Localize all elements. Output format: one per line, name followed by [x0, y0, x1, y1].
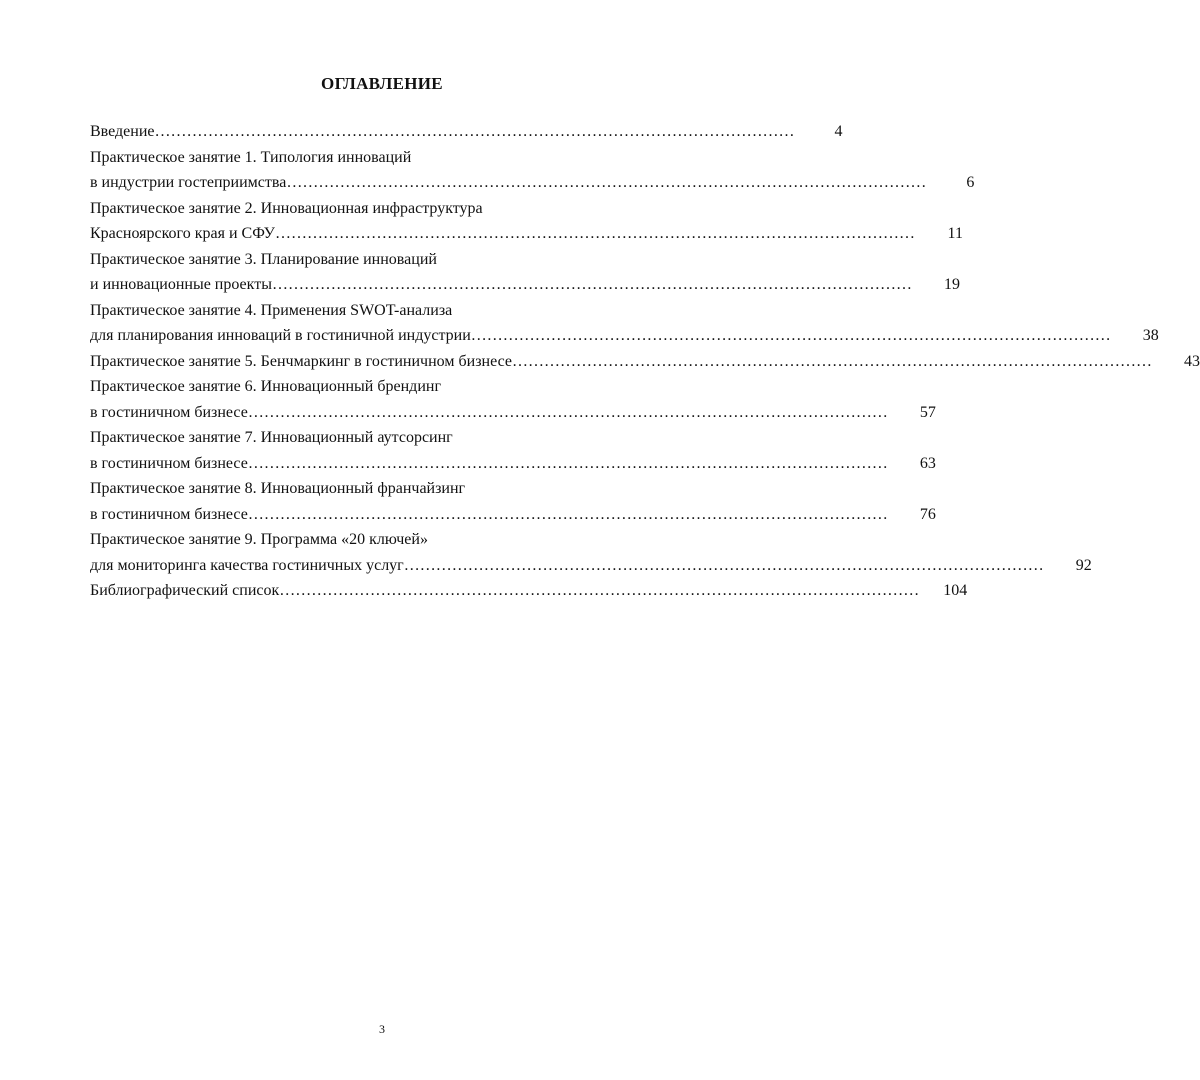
toc-entry-introduction[interactable] — [90, 119, 843, 145]
toc-entry-text: в гостиничном бизнесе — [90, 505, 248, 523]
toc-entry-text: Практическое занятие 4. Применения SWOT-анализа — [90, 301, 453, 319]
toc-entry-practice-6[interactable] — [90, 374, 674, 400]
toc-entry-practice-9-cont[interactable] — [90, 553, 1092, 579]
toc-entry-text: в индустрии гостеприимства — [90, 174, 287, 191]
toc-entry-practice-7-cont[interactable] — [90, 451, 936, 477]
page-title: ОГЛАВЛЕНИЕ — [321, 74, 443, 93]
toc-page-number: 76 — [919, 505, 936, 523]
toc-entry-practice-1-cont[interactable] — [90, 170, 975, 196]
toc-entry-text: для мониторинга качества гостиничных услуг — [90, 556, 404, 574]
table-of-contents — [90, 119, 1200, 604]
toc-entry-bibliography[interactable] — [90, 578, 968, 604]
toc-entry-practice-3-cont[interactable] — [90, 272, 960, 298]
toc-entry-text: Практическое занятие 1. Типология инноваций — [90, 148, 412, 166]
toc-entry-text: Введение — [90, 123, 155, 140]
toc-page-number: 43 — [1183, 352, 1200, 370]
toc-entry-practice-6-cont[interactable] — [90, 400, 936, 426]
toc-page-number: 57 — [919, 403, 936, 421]
toc-entry-text: Практическое занятие 8. Инновационный франчайзинг — [90, 480, 466, 497]
toc-leader-dots: ………………………………………………………………………………………………………… — [470, 327, 1111, 344]
toc-leader-dots: ………………………………………………………………………………………………………… — [511, 352, 1152, 370]
toc-entry-text: Библиографический список — [90, 582, 280, 599]
page-number-footer: 3 — [379, 1022, 385, 1036]
toc-page-number: 92 — [1075, 556, 1092, 574]
toc-leader-dots: ………………………………………………………………………………………………………… — [271, 276, 912, 293]
toc-entry-practice-1[interactable] — [90, 145, 674, 171]
toc-entry-text: Практическое занятие 3. Планирование инноваций — [90, 250, 437, 268]
toc-leader-dots: ………………………………………………………………………………………………………… — [154, 123, 795, 140]
toc-leader-dots: ………………………………………………………………………………………………………… — [403, 556, 1044, 574]
toc-entry-text: Практическое занятие 5. Бенчмаркинг в гостиничном бизнесе — [90, 352, 512, 370]
toc-page-number: 11 — [947, 225, 963, 242]
toc-entry-practice-9[interactable] — [90, 527, 674, 553]
toc-entry-text: и инновационные проекты — [90, 276, 272, 293]
toc-entry-text: Красноярского края и СФУ — [90, 225, 275, 242]
toc-leader-dots: ………………………………………………………………………………………………………… — [247, 403, 888, 421]
toc-entry-text: Практическое занятие 9. Программа «20 ключей» — [90, 531, 428, 548]
toc-page-number: 38 — [1142, 327, 1159, 344]
toc-page-number: 6 — [966, 174, 975, 191]
toc-entry-practice-4[interactable] — [90, 298, 674, 324]
toc-leader-dots: ………………………………………………………………………………………………………… — [247, 454, 888, 472]
toc-leader-dots: ………………………………………………………………………………………………………… — [247, 505, 888, 523]
toc-entry-text: в гостиничном бизнесе — [90, 454, 248, 472]
toc-entry-practice-4-cont[interactable] — [90, 323, 1159, 349]
toc-page-number: 19 — [943, 276, 960, 293]
toc-page-number: 104 — [943, 582, 968, 599]
toc-entry-practice-2-cont[interactable] — [90, 221, 963, 247]
toc-entry-practice-7[interactable] — [90, 425, 674, 451]
toc-entry-text: в гостиничном бизнесе — [90, 403, 248, 421]
toc-page-number: 63 — [919, 454, 936, 472]
toc-entry-practice-8-cont[interactable] — [90, 502, 936, 528]
toc-entry-practice-8[interactable] — [90, 476, 674, 502]
toc-entry-text: Практическое занятие 7. Инновационный аутсорсинг — [90, 429, 453, 446]
toc-leader-dots: ………………………………………………………………………………………………………… — [279, 582, 920, 599]
toc-leader-dots: ………………………………………………………………………………………………………… — [286, 174, 927, 191]
toc-entry-practice-5[interactable] — [90, 349, 1200, 375]
toc-leader-dots: ………………………………………………………………………………………………………… — [274, 225, 915, 242]
toc-entry-text: для планирования инноваций в гостиничной индустрии — [90, 327, 471, 344]
toc-entry-practice-3[interactable] — [90, 247, 674, 273]
toc-entry-text: Практическое занятие 2. Инновационная инфраструктура — [90, 199, 483, 217]
toc-page-number: 4 — [834, 123, 843, 140]
toc-entry-practice-2[interactable] — [90, 196, 674, 222]
toc-entry-text: Практическое занятие 6. Инновационный брендинг — [90, 378, 441, 395]
